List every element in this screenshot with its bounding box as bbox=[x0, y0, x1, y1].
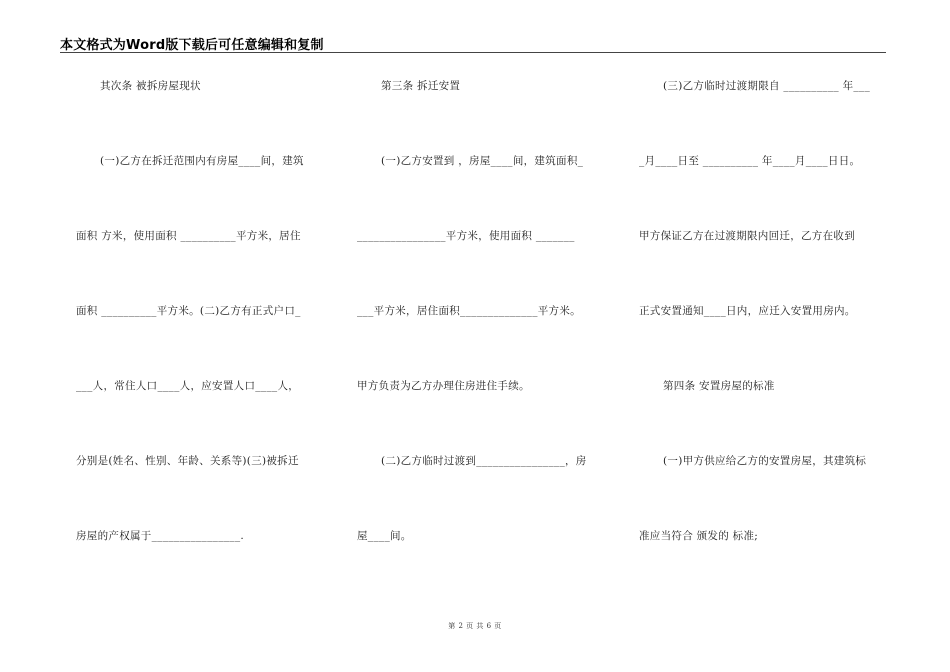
header-divider bbox=[60, 52, 886, 53]
text-column-2 bbox=[357, 78, 607, 603]
text-line: 面积 方米，使用面积 __________平方米，居住 bbox=[76, 230, 301, 242]
text-line: 正式安置通知____日内，应迁入安置用房内。 bbox=[639, 305, 856, 317]
text-line: 第四条 安置房屋的标准 bbox=[663, 380, 775, 392]
text-column-1 bbox=[76, 78, 326, 603]
text-line: (三)乙方临时过渡期限自 __________ 年___ bbox=[663, 80, 871, 92]
text-line: ___平方米，居住面积______________平方米。 bbox=[357, 305, 581, 317]
text-line: (一)乙方在拆迁范围内有房屋____间，建筑 bbox=[100, 155, 304, 167]
text-line: (二)乙方临时过渡到________________，房 bbox=[381, 455, 587, 467]
text-line: 第三条 拆迁安置 bbox=[381, 80, 461, 92]
text-line: 分别是(姓名、性别、年龄、关系等)(三)被拆迁 bbox=[76, 455, 299, 467]
text-line: 准应当符合 颁发的 标准; bbox=[639, 530, 759, 542]
text-line: 其次条 被拆房屋现状 bbox=[100, 80, 201, 92]
text-line: _月____日至 __________ 年____月____日日。 bbox=[639, 155, 861, 167]
text-line: (一)甲方供应给乙方的安置房屋，其建筑标 bbox=[663, 455, 867, 467]
text-line: 甲方负责为乙方办理住房进住手续。 bbox=[357, 380, 530, 392]
text-line: ___人，常住人口____人，应安置人口____人， bbox=[76, 380, 300, 392]
text-line: 屋____间。 bbox=[357, 530, 412, 542]
text-line: (一)乙方安置到 ，房屋____间，建筑面积_ bbox=[381, 155, 584, 167]
page-number: 第 2 页 共 6 页 bbox=[448, 622, 502, 630]
text-line: 面积 __________平方米。(二)乙方有正式户口_ bbox=[76, 305, 301, 317]
text-line: ________________平方米，使用面积 _______ bbox=[357, 230, 575, 242]
text-line: 房屋的产权属于________________. bbox=[76, 530, 245, 542]
text-line: 甲方保证乙方在过渡期限内回迁，乙方在收到 bbox=[639, 230, 855, 242]
document-header-title: 本文格式为Word版下载后可任意编辑和复制 bbox=[60, 38, 324, 53]
text-column-3 bbox=[639, 78, 889, 603]
